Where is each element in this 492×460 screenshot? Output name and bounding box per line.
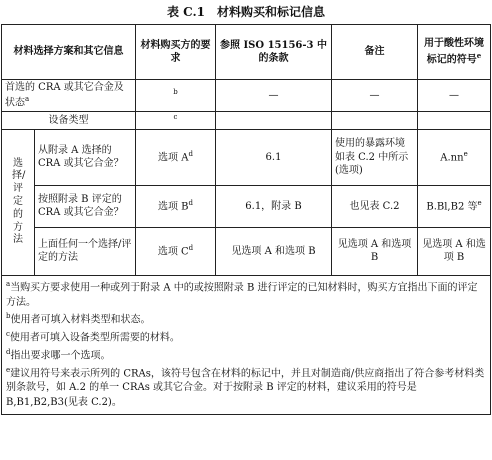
cell-note: 也见表 C.2	[332, 185, 418, 227]
table-title: 表 C.1 材料购买和标记信息	[166, 5, 326, 19]
footnote-e: $^e$建议用符号来表示所列的 CRAs，该符号包含在材料的标记中，并且对制造商/供应商指出了符合参考材料类别条款号，如 A.2 的单一 CRAs 或其它合金。对于按附录 B 评定的材料，建议采用的符号是 B,B1,B2,B3(见表 C.2)。	[6, 365, 485, 408]
cell-clause: 6.1，附录 B	[216, 185, 332, 227]
cell-clause: —	[216, 80, 332, 112]
cell-mark: $A.nn^e$	[418, 129, 491, 185]
cell-note: 使用的暴露环境如表 C.2 中所示(选项)	[332, 129, 418, 185]
row-label-preferred-cra: 首选的 CRA 或其它合金及状态$^a$	[2, 80, 136, 112]
row-label-option-c: 上面任何一个选择/评定的方法	[35, 227, 136, 275]
cell-requirement: c	[136, 112, 216, 130]
cell-clause: 6.1	[216, 129, 332, 185]
cell-clause: 见选项 A 和选项 B	[216, 227, 332, 275]
group-label-method: 选择/评定的方法	[2, 129, 35, 275]
cell-requirement: 选项 $A^d$	[136, 129, 216, 185]
footnote-a: $^a$当购买方要求使用一种或列于附录 A 中的或按照附录 B 进行评定的已知材料时，购买方宜指出下面的评定方法。	[6, 279, 478, 308]
cell-requirement: b	[136, 80, 216, 112]
header-col-note: 备注	[332, 25, 418, 80]
table-row	[2, 227, 491, 275]
footnote-b: $^b$使用者可填入材料类型和状态。	[6, 312, 151, 326]
header-col-requirement: 材料购买方的要求	[136, 25, 216, 80]
header-col-mark: 用于酸性环境标记的符号$^e$	[418, 25, 491, 80]
cell-note: —	[332, 80, 418, 112]
footnotes-row	[2, 275, 491, 415]
footnote-c: $^c$使用者可填入设备类型所需要的材料。	[6, 329, 180, 344]
cell-requirement: 选项 $C^d$	[136, 227, 216, 275]
header-col-scheme: 材料选择方案和其它信息	[2, 25, 136, 80]
table-row	[2, 185, 491, 227]
footnote-d: $^d$指出要求哪一个选项。	[6, 347, 111, 362]
cell-mark: —	[418, 80, 491, 112]
table-row	[2, 112, 491, 130]
table-row	[2, 80, 491, 112]
material-table	[1, 24, 491, 415]
cell-mark: B.Bl,B2 等$^e$	[418, 185, 491, 227]
cell-note: 见选项 A 和选项 B	[332, 227, 418, 275]
cell-mark: 见选项 A 和选项 B	[418, 227, 491, 275]
cell-requirement: 选项 $B^d$	[136, 185, 216, 227]
row-label-equipment-type: 设备类型	[2, 112, 136, 130]
row-label-option-a: 从附录 A 选择的 CRA 或其它合金？	[35, 129, 136, 185]
header-row	[2, 25, 491, 80]
row-label-option-b: 按照附录 B 评定的 CRA 或其它合金？	[35, 185, 136, 227]
footnotes	[2, 275, 491, 415]
table-row	[2, 129, 491, 185]
header-col-clause: 参照 ISO 15156-3 中的条款	[216, 25, 332, 80]
